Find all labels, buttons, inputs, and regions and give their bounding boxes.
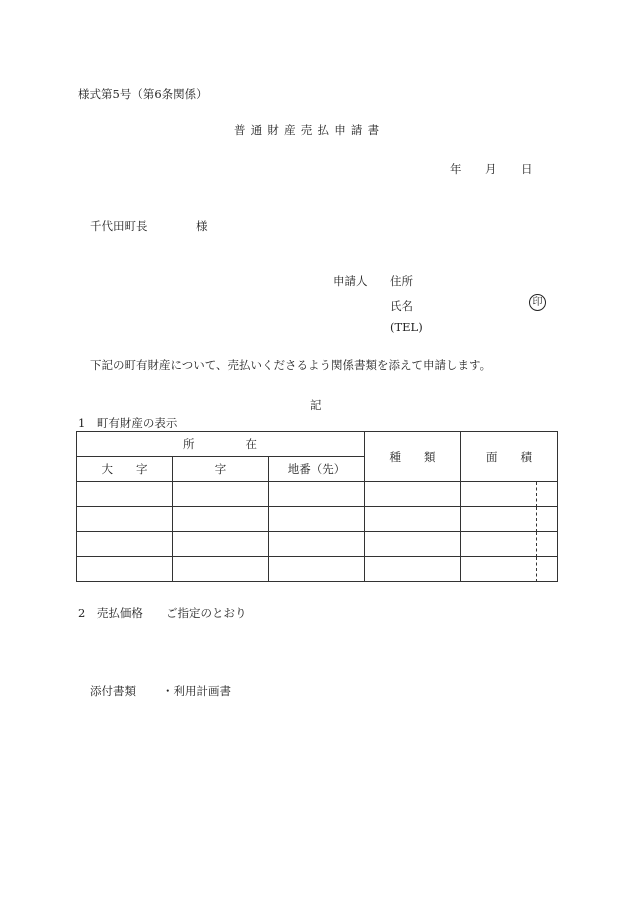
area-divider <box>536 557 537 582</box>
request-text: 下記の町有財産について、売払いくださるよう関係書類を添えて申請します。 <box>90 358 492 372</box>
attachment-item: ・利用計画書 <box>162 684 231 698</box>
oaza-cell[interactable] <box>77 557 173 582</box>
date-year-label: 年 <box>450 162 462 176</box>
area-cell[interactable] <box>461 507 558 532</box>
area-cell[interactable] <box>461 557 558 582</box>
area-cell[interactable] <box>461 532 558 557</box>
table-row <box>77 532 558 557</box>
date-day-label: 日 <box>521 162 533 176</box>
chiban-cell[interactable] <box>269 507 365 532</box>
page-title: 普通財産売払申請書 <box>234 123 385 137</box>
oaza-header: 大 字 <box>77 457 173 482</box>
date-month-label: 月 <box>485 162 497 176</box>
aza-cell[interactable] <box>173 557 269 582</box>
aza-cell[interactable] <box>173 532 269 557</box>
attachments-label: 添付書類 <box>90 684 136 698</box>
name-label: 氏名 <box>390 299 413 313</box>
sale-price-value: ご指定のとおり <box>166 606 247 620</box>
aza-header: 字 <box>173 457 269 482</box>
section2-heading: 2 売払価格 <box>78 606 143 620</box>
chiban-cell[interactable] <box>269 532 365 557</box>
kind-cell[interactable] <box>365 557 461 582</box>
addressee-honorific: 様 <box>196 219 208 233</box>
kind-header: 種 類 <box>365 432 461 482</box>
area-header: 面 積 <box>461 432 558 482</box>
table-row <box>77 557 558 582</box>
kind-cell[interactable] <box>365 507 461 532</box>
area-divider <box>536 532 537 557</box>
chiban-header: 地番（先） <box>269 457 365 482</box>
chiban-cell[interactable] <box>269 482 365 507</box>
kind-cell[interactable] <box>365 482 461 507</box>
address-label: 住所 <box>390 274 413 288</box>
kind-cell[interactable] <box>365 532 461 557</box>
form-number: 様式第5号（第6条関係） <box>78 87 208 101</box>
ki-heading: 記 <box>310 398 322 412</box>
tel-label: (TEL) <box>390 320 423 334</box>
applicant-label: 申請人 <box>333 274 368 288</box>
table-row <box>77 507 558 532</box>
area-divider <box>536 482 537 507</box>
property-table <box>76 431 558 582</box>
table-row <box>77 482 558 507</box>
seal-mark: 印 <box>529 294 546 311</box>
oaza-cell[interactable] <box>77 507 173 532</box>
oaza-cell[interactable] <box>77 482 173 507</box>
location-header: 所 在 <box>77 432 365 457</box>
chiban-cell[interactable] <box>269 557 365 582</box>
aza-cell[interactable] <box>173 482 269 507</box>
area-cell[interactable] <box>461 482 558 507</box>
addressee-name: 千代田町長 <box>90 219 148 233</box>
aza-cell[interactable] <box>173 507 269 532</box>
oaza-cell[interactable] <box>77 532 173 557</box>
area-divider <box>536 507 537 532</box>
section1-heading: 1 町有財産の表示 <box>78 416 178 430</box>
